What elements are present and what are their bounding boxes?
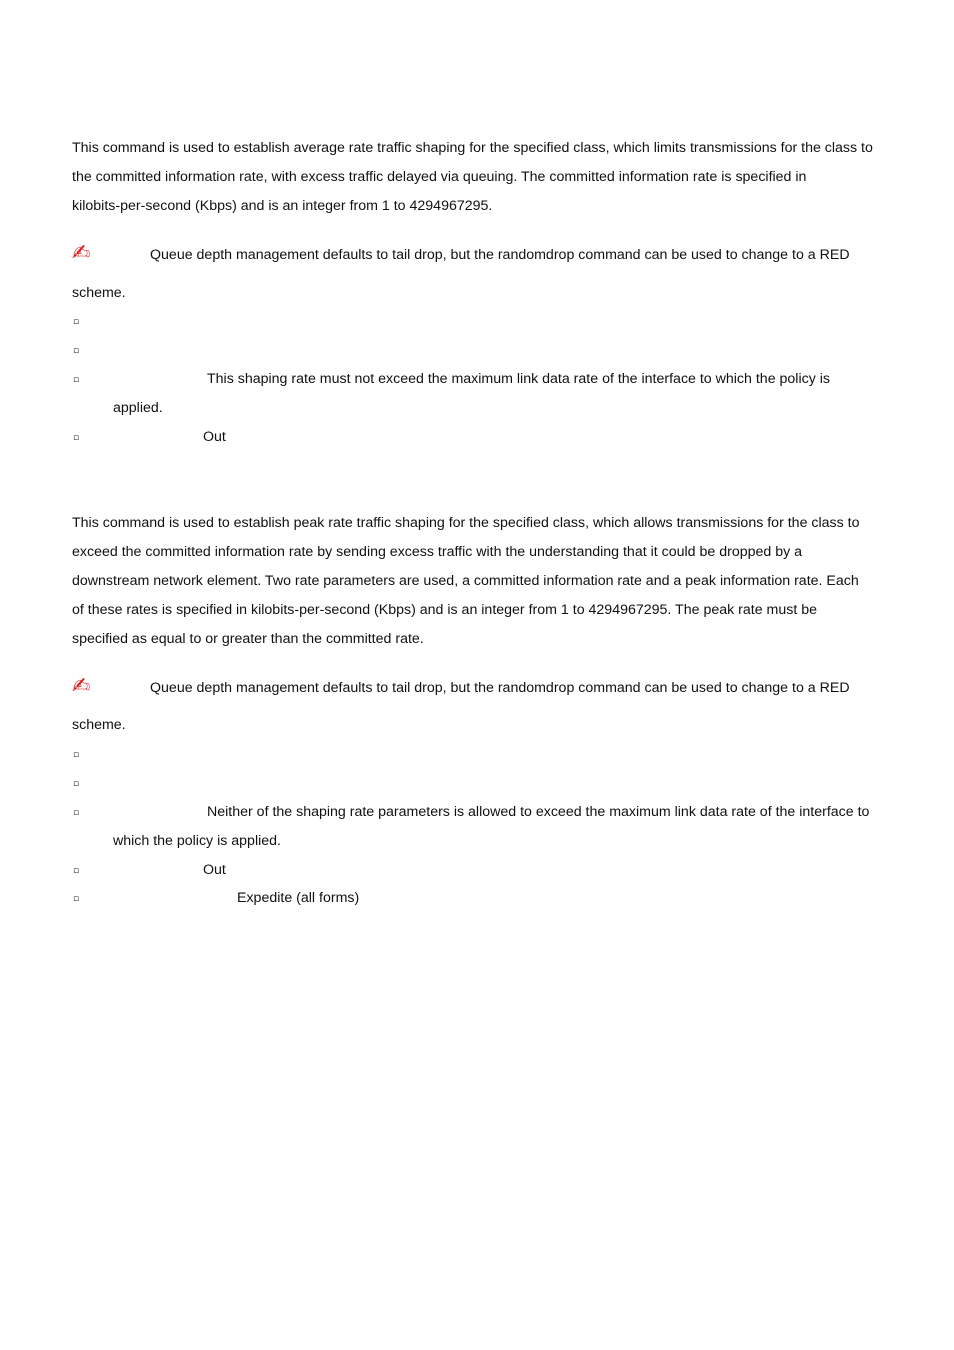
bullet-marker: ▫ xyxy=(73,808,80,818)
note-2-text-cont: scheme. xyxy=(72,717,126,733)
paragraph-1-line-3: kilobits-per-second (Kbps) and is an integer from 1 to 4294967295. xyxy=(72,198,493,214)
bullet-3-value-cont: applied. xyxy=(113,400,163,416)
pencil-note-icon: ✍ xyxy=(72,241,91,266)
pencil-note-icon: ✍ xyxy=(72,674,91,699)
paragraph-2-line-4: of these rates is specified in kilobits-per-second (Kbps) and is an integer from 1 to 4294967295. The peak rate must be xyxy=(72,602,818,618)
bullet-marker: ▫ xyxy=(73,779,80,789)
note-1-text-cont: scheme. xyxy=(72,285,126,301)
paragraph-2-line-1: This command is used to establish peak rate traffic shaping for the specified class, which allows transmissions for the class to xyxy=(72,515,860,531)
bullet-marker: ▫ xyxy=(73,346,80,356)
bullet-3-value: Neither of the shaping rate parameters is allowed to exceed the maximum link data rate of the interface to xyxy=(207,804,870,820)
note-2-text: Queue depth management defaults to tail drop, but the randomdrop command can be used to change to a RED xyxy=(150,680,850,696)
bullet-marker: ▫ xyxy=(73,866,80,876)
bullet-3-value-cont: which the policy is applied. xyxy=(113,833,281,849)
bullet-5-value: Expedite (all forms) xyxy=(237,890,360,906)
bullet-marker: ▫ xyxy=(73,317,80,327)
note-1-text: Queue depth management defaults to tail drop, but the randomdrop command can be used to change to a RED xyxy=(150,247,850,263)
paragraph-1-line-1: This command is used to establish average rate traffic shaping for the specified class, which limits transmissions for the class to xyxy=(72,140,873,156)
bullet-marker: ▫ xyxy=(73,375,80,385)
paragraph-1-line-2: the committed information rate, with excess traffic delayed via queuing. The committed information rate is specified in xyxy=(72,169,807,185)
bullet-3-value: This shaping rate must not exceed the maximum link data rate of the interface to which the policy is xyxy=(207,371,830,387)
bullet-marker: ▫ xyxy=(73,894,80,904)
bullet-marker: ▫ xyxy=(73,433,80,443)
paragraph-2-line-2: exceed the committed information rate by sending excess traffic with the understanding that it could be dropped by a xyxy=(72,544,803,560)
paragraph-2-line-5: specified as equal to or greater than the committed rate. xyxy=(72,631,424,647)
bullet-4-value: Out xyxy=(203,862,226,878)
bullet-4-value: Out xyxy=(203,429,226,445)
bullet-marker: ▫ xyxy=(73,750,80,760)
paragraph-2-line-3: downstream network element. Two rate parameters are used, a committed information rate and a peak information rate. Each xyxy=(72,573,859,589)
